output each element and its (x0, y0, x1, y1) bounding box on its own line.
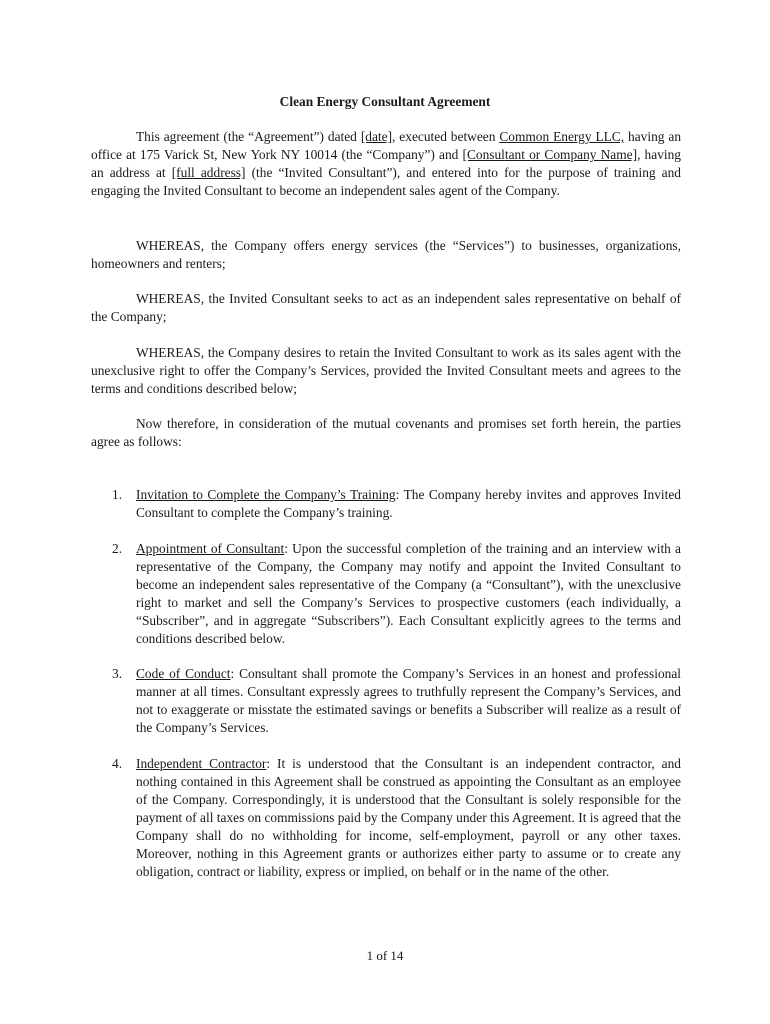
date-placeholder: [date] (360, 129, 393, 144)
section-text: : Upon the successful completion of the training and an interview with a representative of the Company, the Company may notify and appoint the Invited Consultant to become an independent sales representative of the Company (a “Consultant”), with the unexclusive right to market and sell the Company’s Services to prospective customers (each individually, a “Subscriber”, and in aggregate “Subscribers”). Each Consultant explicitly agrees to the terms and conditions described below. (136, 541, 681, 646)
whereas-text: WHEREAS, the Company desires to retain the Invited Consultant to work as its sales agent with the unexclusive right to offer the Company’s Services, provided the Invited Consultant meets and agrees to the terms and conditions described below; (91, 345, 681, 396)
intro-text-4: , having an address at (91, 147, 681, 180)
section-number: 2. (112, 541, 123, 556)
section-number: 1. (112, 487, 123, 502)
section-number: 3. (112, 666, 123, 681)
page-number: 1 of 14 (366, 948, 404, 963)
whereas-paragraph-2 (91, 290, 681, 326)
whereas-text: WHEREAS, the Company offers energy services (the “Services”) to businesses, organizations, homeowners and renters; (91, 238, 681, 271)
section-text: : It is understood that the Consultant is an independent contractor, and nothing contained in this Agreement shall be construed as appointing the Consultant as an employee of the Company. Correspondingly, it is understood that the Consultant is solely responsible for the payment of all taxes on commissions paid by the Company under this Agreement. It is agreed that the Company shall do no withholding for income, self-employment, payroll or any other taxes. Moreover, nothing in this Agreement grants or authorizes either party to assume or to create any obligation, contract or liability, express or implied, on behalf or in the name of the other. (136, 756, 681, 879)
section-item (112, 486, 681, 522)
intro-text-2: , executed between (392, 129, 500, 144)
now-therefore-text: Now therefore, in consideration of the mutual covenants and promises set forth herein, the parties agree as follows: (91, 416, 681, 449)
intro-text-5: (the “Invited Consultant”), and entered into for the purpose of training and engaging the Invited Consultant to become an independent sales agent of the Company. (91, 165, 681, 198)
now-therefore-paragraph (91, 415, 681, 451)
intro-paragraph (91, 128, 681, 200)
whereas-paragraph-1 (91, 237, 681, 273)
intro-text-3: having an office at 175 Varick St, New York NY 10014 (the “Company”) and (91, 129, 682, 162)
section-number: 4. (112, 756, 123, 771)
address-placeholder: [full address] (171, 165, 246, 180)
intro-text-1: This agreement (the “Agreement”) dated (136, 129, 361, 144)
company-name: Common Energy LLC, (499, 129, 625, 144)
section-item (112, 665, 681, 737)
section-text: : Consultant shall promote the Company’s Services in an honest and professional manner at all times. Consultant expressly agrees to truthfully represent the Company’s Services, and not to exaggerate or misstate the estimated savings or benefits a Subscriber will realize as a result of the Company’s Services. (136, 666, 681, 735)
section-heading: Code of Conduct (136, 666, 231, 681)
consultant-name-placeholder: [Consultant or Company Name] (462, 147, 638, 162)
section-heading: Independent Contractor (136, 756, 267, 771)
section-item (112, 755, 681, 881)
section-item (112, 540, 681, 648)
section-heading: Appointment of Consultant (136, 541, 285, 556)
document-title: Clean Energy Consultant Agreement (279, 94, 491, 109)
section-text: : The Company hereby invites and approves Invited Consultant to complete the Company’s training. (136, 487, 682, 520)
section-heading: Invitation to Complete the Company’s Training (136, 487, 396, 502)
whereas-paragraph-3 (91, 344, 681, 398)
whereas-text: WHEREAS, the Invited Consultant seeks to act as an independent sales representative on behalf of the Company; (91, 291, 681, 324)
